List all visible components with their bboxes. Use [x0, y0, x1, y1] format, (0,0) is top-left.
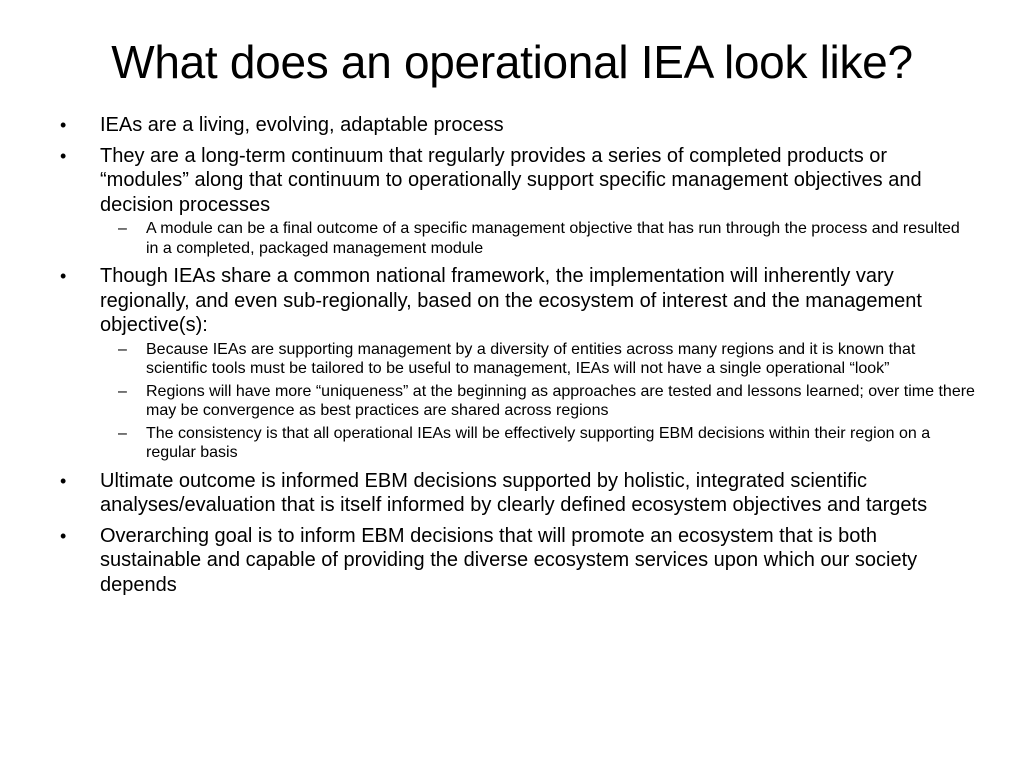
bullet-list	[56, 113, 976, 597]
sub-bullet-list	[100, 340, 976, 463]
bullet-text: Ultimate outcome is informed EBM decisions supported by holistic, integrated scientific analyses/evaluation that is itself informed by clearly defined ecosystem objectives and targets	[100, 469, 928, 516]
bullet-item	[56, 144, 976, 259]
bullet-text: They are a long-term continuum that regularly provides a series of completed products or “modules” along that continuum to operationally support specific management objectives and decision processes	[100, 144, 922, 216]
bullet-text: IEAs are a living, evolving, adaptable process	[100, 114, 504, 136]
sub-bullet-text: A module can be a final outcome of a specific management objective that has run through the process and resulted in a completed, packaged management module	[146, 220, 960, 257]
bullet-marker: •	[60, 470, 67, 491]
bullet-marker: •	[60, 266, 67, 286]
sub-bullet-list	[100, 219, 976, 258]
bullet-item	[56, 524, 976, 598]
slide-title: What does an operational IEA look like?	[111, 36, 913, 88]
bullet-marker: •	[60, 525, 67, 546]
bullet-item	[56, 469, 976, 518]
dash-marker: –	[118, 382, 127, 400]
sub-bullet-text: Because IEAs are supporting management by a diversity of entities across many regions and it is known that scientific tools must be tailored to be useful to management, IEAs will not have a single operational “look”	[146, 340, 916, 377]
bullet-item	[56, 113, 976, 138]
dash-marker: –	[118, 340, 127, 358]
sub-bullet-item	[100, 340, 976, 379]
sub-bullet-item	[100, 219, 976, 258]
dash-marker: –	[118, 424, 127, 442]
sub-bullet-text: Regions will have more “uniqueness” at the beginning as approaches are tested and lessons learned; over time there may be convergence as best practices are shared across regions	[146, 382, 975, 419]
bullet-marker: •	[60, 115, 67, 135]
sub-bullet-item	[100, 382, 976, 421]
bullet-text: Overarching goal is to inform EBM decisions that will promote an ecosystem that is both sustainable and capable of providing the diverse ecosystem services upon which our society depends	[100, 524, 918, 596]
dash-marker: –	[118, 220, 127, 237]
sub-bullet-item	[100, 424, 976, 463]
bullet-text: Though IEAs share a common national framework, the implementation will inherently vary regionally, and even sub-regionally, based on the ecosystem of interest and the management objective(s):	[100, 265, 922, 336]
bullet-marker: •	[60, 145, 67, 166]
bullet-item	[56, 264, 976, 463]
sub-bullet-text: The consistency is that all operational IEAs will be effectively supporting EBM decisions within their region on a regular basis	[146, 424, 931, 461]
